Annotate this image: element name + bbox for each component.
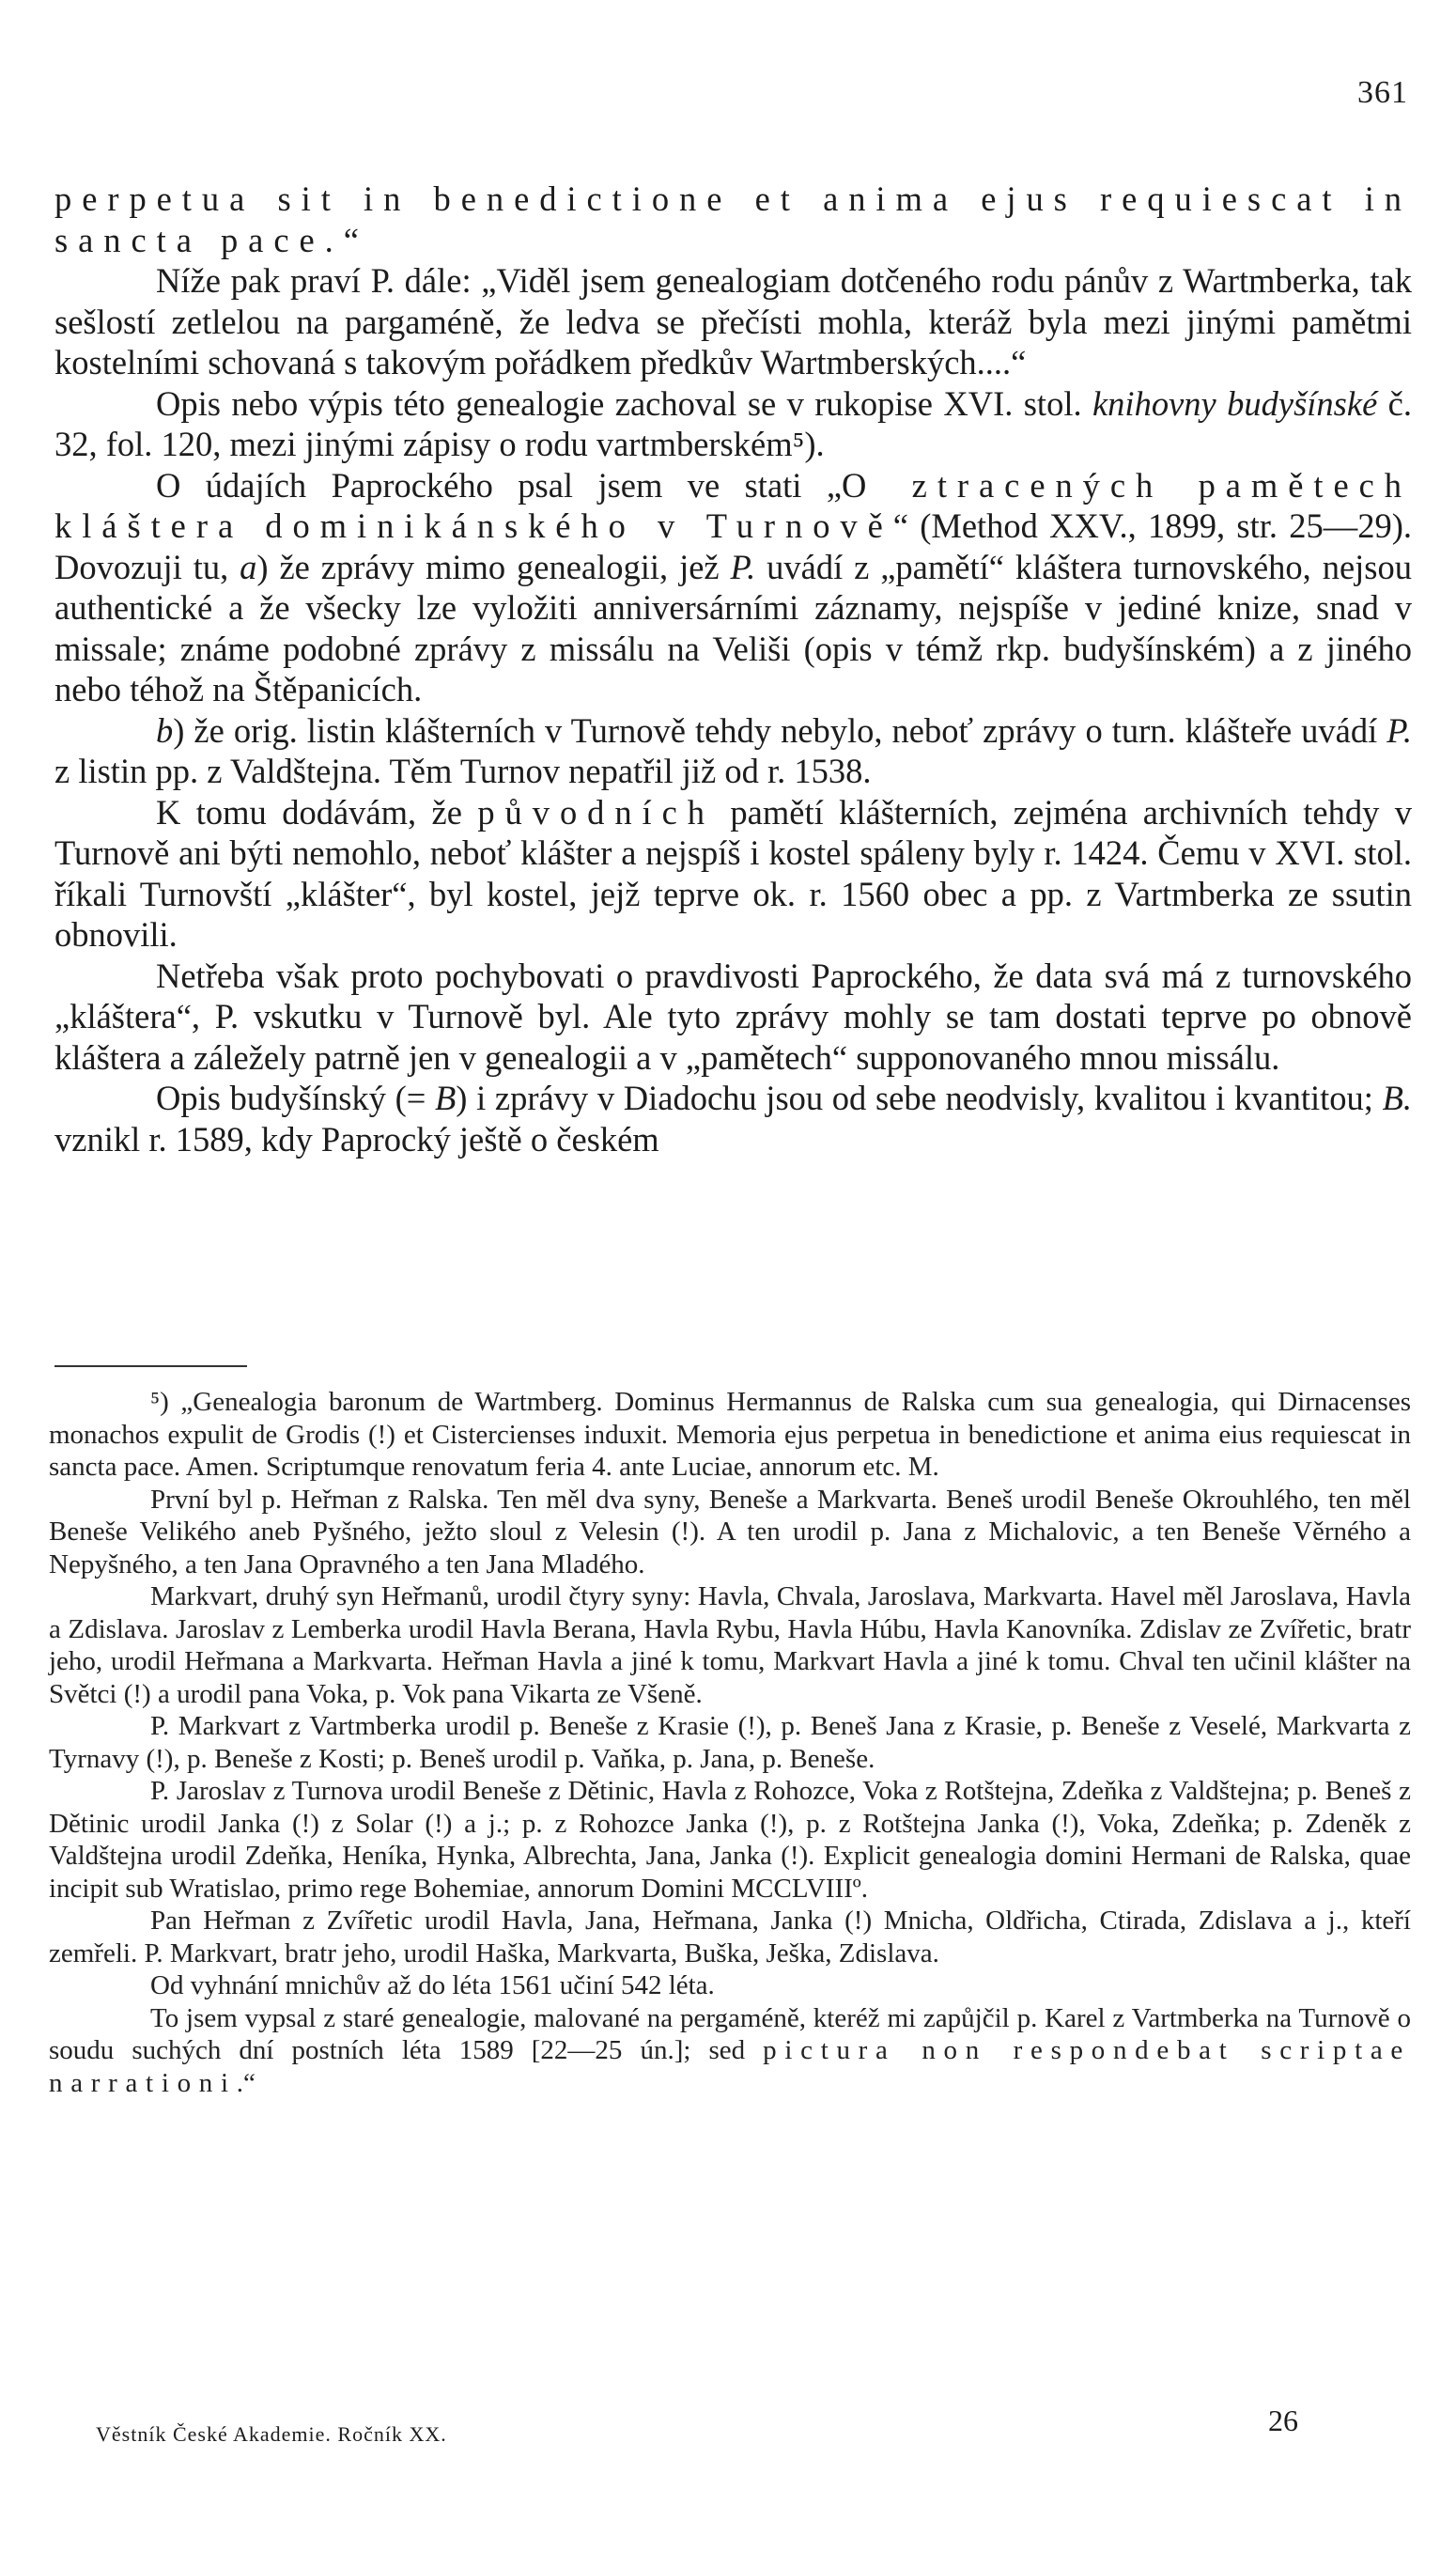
- text-run: č. 32, fol. 120, mezi jinými zápisy o rodu vartmberském⁵).: [54, 383, 1412, 463]
- text-run: To jsem vypsal z staré genealogie, malované na pergaméně, kteréž mi zapůjčil p. Karel z Vartmberka na Turnově o soudu suchých dní postních léta 1589 [22—25 ún.]; sed: [49, 2002, 1411, 2065]
- italic-siglum: B: [434, 1079, 457, 1117]
- footnote-paragraph: První byl p. Heřman z Ralska. Ten měl dva syny, Beneše a Markvarta. Beneš urodil Beneše Okrouhlého, ten měl Beneše Velikého aneb Pyšného, ježto sloul z Velesin (!). A ten urodil p. Jana z Michalovic, a ten Beneše Věrného a Nepyšného, a ten Jana Opravného a ten Jana Mladého.: [49, 1484, 1411, 1579]
- sheet-number: 26: [1268, 2404, 1298, 2437]
- spaced-article-title: O ztracených pamětech kláštera dominikánského v Turnově: [54, 465, 1412, 545]
- footnote-paragraph: P. Jaroslav z Turnova urodil Beneše z Dětinic, Havla z Rohozce, Voka z Rotštejna, Zdeňka z Valdštejna; p. Beneš z Dětinic urodil Janka (!) z Solar (!) a j.; p. z Rohozce Janka (!), p. z Rotštejna Janka (!), Voka, Zdeňka; p. Zdeněk z Valdštejna urodil Zdeňka, Heníka, Hynka, Albrechta, Jana, Janka (!). Explicit genealogia domini Hermani de Ralska, quae incipit sub Wratislao, primo rege Bohemiae, annorum Domini MCCLVIIIº.: [49, 1776, 1411, 1904]
- footnote-divider: [54, 1365, 247, 1367]
- spaced-latin-quote: perpetua sit in benedictione et anima ejus requiescat in sancta pace.“: [54, 179, 1412, 259]
- text-run: .“: [236, 2067, 256, 2098]
- paragraph-charters: [54, 710, 1412, 792]
- italic-abbrev: P.: [730, 547, 756, 586]
- footnote-paragraph: [49, 2002, 1411, 2100]
- footnote-paragraph: P. Markvart z Vartmberka urodil p. Beneše z Krasie (!), p. Beneš Jana z Krasie, p. Beneše z Veselé, Markvarta z Tyrnavy (!), p. Beneše z Kosti; p. Beneš urodil p. Vaňka, p. Jana, p. Beneše.: [49, 1711, 1411, 1774]
- text-run: z listin pp. z Valdštejna. Těm Turnov nepatřil již od r. 1538.: [54, 752, 872, 790]
- italic-item-letter: b: [156, 710, 174, 750]
- footnote-paragraph: Markvart, druhý syn Heřmanů, urodil čtyry syny: Havla, Chvala, Jaroslava, Markvarta. Havel měl Jaroslava, Havla a Zdislava. Jaroslav z Lemberka urodil Havla Berana, Havla Rybu, Havla Húbu, Havla Kanovníka. Zdislav ze Zvířetic, bratr jeho, urodil Heřmana a Markvarta. Heřman Havla a jiné k tomu, Markvart Havla a jiné k tomu. Chval ten učinil klášter na Světci (!) a urodil pana Voka, p. Vok pana Vikarta ze Všeně.: [49, 1581, 1411, 1709]
- spaced-latin-phrase: pictura non respondebat scriptae narrationi: [49, 2035, 1412, 2098]
- text-run: ) že zprávy mimo genealogii, jež: [256, 547, 731, 586]
- footnote-paragraph: Od vyhnání mnichův až do léta 1561 učiní 542 léta.: [150, 1970, 715, 2000]
- journal-footer: Věstník České Akademie. Ročník XX.: [96, 2422, 447, 2446]
- spaced-emphasis: původních: [477, 792, 715, 832]
- text-run: K tomu dodávám, že: [156, 792, 478, 832]
- paragraph-budysin-copy: [54, 1078, 1412, 1159]
- footnotes: [49, 1386, 1411, 2099]
- paragraph-veracity: Netřeba však proto pochybovati o pravdivosti Paprockého, že data svá má z turnovského „kláštera“, P. vskutku v Turnově byl. Ale tyto zprávy mohly se tam dostati teprve po obnově kláštera a záležely patrně jen v genealogii a v „pamětech“ supponovaného mnou missálu.: [54, 956, 1412, 1077]
- footnote-paragraph: ⁵) „Genealogia baronum de Wartmberg. Dominus Hermannus de Ralska cum sua genealogia, qui Dirnacenses monachos expulit de Grodis (!) et Cistercienses induxit. Memoria ejus perpetua in benedictione et anima eius requiescat in sancta pace. Amen. Scriptumque renovatum feria 4. ante Luciae, annorum etc. M.: [49, 1387, 1411, 1482]
- text-run: “ (Method XXV., 1899, str. 25—29). Dovozuji tu,: [54, 506, 1412, 586]
- page-number: 361: [1357, 75, 1408, 110]
- text-run: Opis budyšínský (=: [156, 1079, 435, 1117]
- paragraph-manuscript: [54, 383, 1412, 465]
- text-run: ) i zprávy v Diadochu jsou od sebe neodvisly, kvalitou i kvantitou;: [456, 1079, 1383, 1117]
- paragraph-quote-end: [54, 179, 1412, 260]
- text-run: pamětí klášterních, zejména archivních tehdy v Turnově ani býti nemohlo, neboť klášter a nejspíš i kostel spáleny byly r. 1424. Čemu v XVI. stol. říkali Turnovští „klášter“, byl kostel, jejž teprve ok. r. 1560 obec a pp. z Vartmberka ze ssutin obnovili.: [54, 792, 1412, 954]
- text-run: uvádí z „pamětí“ kláštera turnovského, nejsou authentické a že všecky lze vyložiti anniversárními záznamy, nejspíše v jediné knize, snad v missale; známe podobné zprávy z missálu na Veliši (opis v témž rkp. budyšínském) a z jiného nebo téhož na Štěpanicích.: [54, 547, 1412, 708]
- italic-siglum: B.: [1382, 1079, 1412, 1117]
- text-run: O údajích Paprockého psal jsem ve stati „: [156, 465, 843, 505]
- main-text: [54, 179, 1412, 1159]
- paragraph-original-records: [54, 792, 1412, 956]
- text-run: vznikl r. 1589, kdy Paprocký ještě o českém: [54, 1119, 659, 1159]
- paragraph-paprocky-quote: Níže pak praví P. dále: „Viděl jsem genealogiam dotčeného rodu pánův z Wartmberka, tak sešlostí zetlelou na pargaméně, že ledva se přečísti mohla, kteráž byla mezi jinými pamětmi kostelními schovaná s takovým pořádkem předkův Wartmberských....“: [54, 261, 1412, 381]
- italic-item-letter: a: [240, 547, 257, 586]
- paragraph-earlier-study: [54, 465, 1412, 710]
- text-run: Opis nebo výpis této genealogie zachoval se v rukopise XVI. stol.: [156, 383, 1082, 423]
- footnote-paragraph: Pan Heřman z Zvířetic urodil Havla, Jana, Heřmana, Janka (!) Mnicha, Oldřicha, Ctirada, Zdislava a j., kteří zemřeli. P. Markvart, bratr jeho, urodil Haška, Markvarta, Buška, Ješka, Zdislava.: [49, 1906, 1411, 1968]
- italic-library-name: knihovny budyšínské: [1092, 383, 1378, 423]
- text-run: ) že orig. listin klášterních v Turnově tehdy nebylo, neboť zprávy o turn. klášteře uvádí: [173, 710, 1387, 750]
- italic-abbrev: P.: [1386, 710, 1412, 750]
